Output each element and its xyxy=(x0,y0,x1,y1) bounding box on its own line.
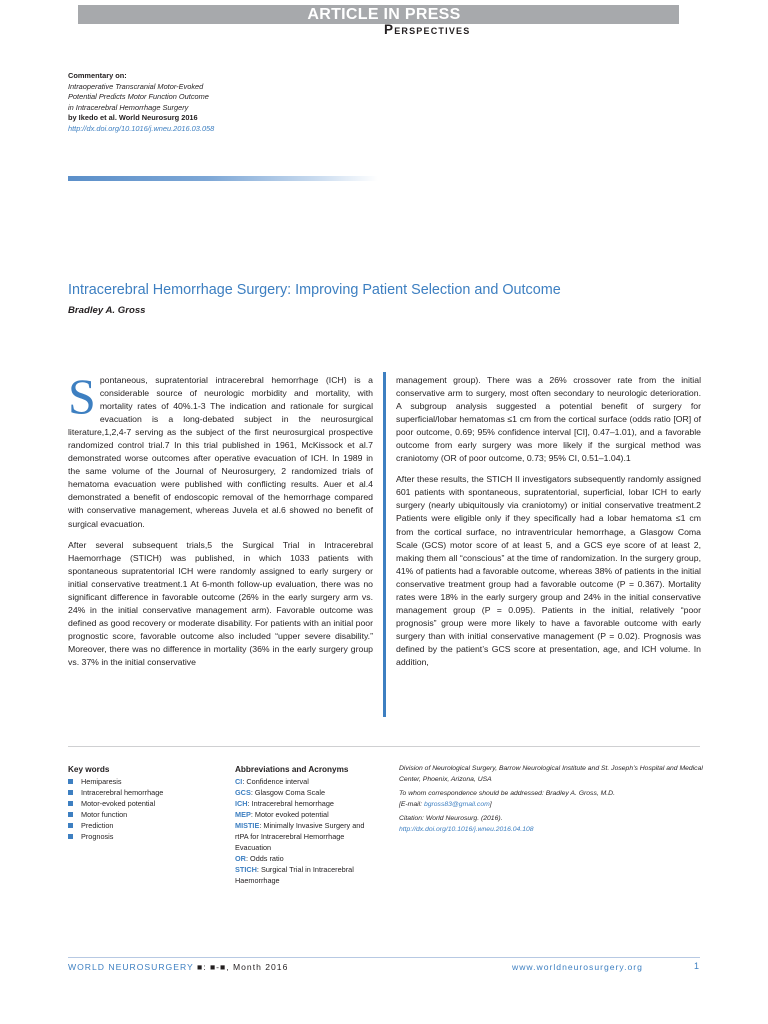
email-link[interactable]: bgross83@gmail.com xyxy=(423,800,490,808)
affiliation-citation xyxy=(399,814,709,835)
email-label: [E-mail: xyxy=(399,800,424,808)
commentary-heading: Commentary on: xyxy=(68,71,127,80)
keyword-text: Hemiparesis xyxy=(81,777,122,786)
footer-rule xyxy=(68,957,700,958)
abbreviation-value: Confidence interval xyxy=(246,777,309,786)
affiliation-correspondence xyxy=(399,789,709,810)
abbreviation-key: MISTIE xyxy=(235,821,260,830)
abbreviation-item: STICH: Surgical Trial in Intracerebral Haemorrhage xyxy=(235,865,354,885)
abbreviation-key: STICH xyxy=(235,865,257,874)
paragraph-text: pontaneous, supratentorial intracerebral hemorrhage (ICH) is a considerable source of neurologic morbidity and mortality, with mortality rates of 40%.1-3 The indication and rationale for surgical evacuation is a long-debated subject in the neurosurgical literature,1,2,4-7 serving as the subject of the first neurosurgical prospective randomized control trial.7 In this trial published in 1961, McKissock et al.7 demonstrated worse outcomes after operative evacuation of ICH. In 1989 in the same volume of the Journal of Neurosurgery, 2 randomized trials of hematoma evacuation were published with conflicting results. Auer et al.4 demonstrated a benefit of endoscopic removal of the hemorrhage compared with conservative management, whereas Juvela et al.6 showed no benefit of surgical evacuation. xyxy=(68,375,373,529)
keyword-text: Prognosis xyxy=(81,832,114,841)
keyword-text: Motor-evoked potential xyxy=(81,799,156,808)
correspondence-text: To whom correspondence should be addressed: Bradley A. Gross, M.D. xyxy=(399,790,615,798)
keyword-item xyxy=(68,798,218,809)
commentary-title-line: Intraoperative Transcranial Motor-Evoked xyxy=(68,81,204,91)
abbreviation-key: GCS xyxy=(235,788,251,797)
keywords-heading: Key words xyxy=(68,765,110,774)
abbreviation-value: Surgical Trial in Intracerebral Haemorrhage xyxy=(235,865,354,885)
keyword-text: Intracerebral hemorrhage xyxy=(81,788,164,797)
abbreviation-value: Glasgow Coma Scale xyxy=(254,788,326,797)
footer-issue: ■: ■-■, Month 2016 xyxy=(193,962,289,972)
keyword-text: Motor function xyxy=(81,810,128,819)
footer-journal xyxy=(68,962,288,972)
body-paragraph: management group). There was a 26% crossover rate from the initial conservative arm to surgery, most often secondary to neurologic deterioration. A subgroup analysis suggested a potential benefit of surgery for superficial/lobar hematomas ≤1 cm from the cortical surface (odds ratio [OR] of poor outcome, 0.69; 95% confidence interval [CI], 0.47–1.01), and a favorable outcome from early surgery was more likely if the surgical method was craniotomy (OR of poor outcome, 0.73; 95% CI, 0.51–1.04).1 xyxy=(396,375,701,464)
decorative-rule xyxy=(68,176,378,181)
abbreviation-item: ICH: Intracerebral hemorrhage xyxy=(235,799,334,808)
abbreviation-item: MISTIE: Minimally Invasive Surgery and rtPA for Intracerebral Hemorrhage Evacuation xyxy=(235,821,365,852)
column-divider xyxy=(383,372,386,717)
square-bullet-icon xyxy=(68,834,73,839)
abbreviation-item: MEP: Motor evoked potential xyxy=(235,810,329,819)
commentary-block xyxy=(68,71,328,135)
keyword-item xyxy=(68,787,218,798)
keyword-item xyxy=(68,831,218,842)
abbreviation-item: OR: Odds ratio xyxy=(235,854,284,863)
abbreviation-key: CI xyxy=(235,777,243,786)
body-paragraph xyxy=(68,368,373,531)
page-number: 1 xyxy=(694,961,700,971)
square-bullet-icon xyxy=(68,790,73,795)
keywords-box xyxy=(68,764,218,842)
keyword-text: Prediction xyxy=(81,821,114,830)
footer-journal-name: WORLD NEUROSURGERY xyxy=(68,962,194,972)
article-in-press-label: ARTICLE IN PRESS xyxy=(307,6,461,23)
footer-url-link[interactable]: www.worldneurosurgery.org xyxy=(512,962,643,972)
body-column-left xyxy=(68,368,373,677)
citation-doi-link[interactable]: http://dx.doi.org/10.1016/j.wneu.2016.04.108 xyxy=(399,825,534,833)
abbreviation-key: MEP xyxy=(235,810,251,819)
body-paragraph: After several subsequent trials,5 the Surgical Trial in Intracerebral Haemorrhage (STICH) was published, in which 1033 patients with spontaneous supratentorial ICH were randomly assigned to early surgery or initial conservative treatment.1 At 6-month follow-up evaluation, there was no significant difference in favorable outcome (26% in the early surgery arm vs. 24% in the initial conservative management arm). Favorable outcome was defined as good recovery or moderate disability. For patients with an initial poor prognostic score, favorable outcome also included “upper severe disability.” Moreover, there was no difference in mortality (36% in the early surgery group vs. 37% in the initial conservative xyxy=(68,539,373,667)
section-label: Perspectives xyxy=(384,22,471,37)
abbreviation-value: Intracerebral hemorrhage xyxy=(251,799,334,808)
section-separator xyxy=(68,746,700,747)
abbreviation-value: Odds ratio xyxy=(250,854,284,863)
affiliation-box xyxy=(399,764,709,840)
commentary-byline: by Ikedo et al. World Neurosurg 2016 xyxy=(68,113,198,123)
abbreviation-key: OR xyxy=(235,854,246,863)
keyword-item xyxy=(68,820,218,831)
abbreviation-value: Minimally Invasive Surgery and rtPA for Intracerebral Hemorrhage Evacuation xyxy=(235,821,365,852)
commentary-title-line: in Intracerebral Hemorrhage Surgery xyxy=(68,102,189,112)
square-bullet-icon xyxy=(68,779,73,784)
abbreviations-box xyxy=(235,764,375,886)
email-close: ] xyxy=(489,800,492,808)
abbreviations-heading: Abbreviations and Acronyms xyxy=(235,765,349,774)
abbreviation-item: CI: Confidence interval xyxy=(235,777,309,786)
article-author: Bradley A. Gross xyxy=(68,305,146,316)
square-bullet-icon xyxy=(68,801,73,806)
abbreviation-key: ICH xyxy=(235,799,248,808)
abbreviation-value: Motor evoked potential xyxy=(254,810,329,819)
keyword-item xyxy=(68,776,218,787)
keyword-item xyxy=(68,809,218,820)
commentary-title-line: Potential Predicts Motor Function Outcome xyxy=(68,92,209,102)
article-title: Intracerebral Hemorrhage Surgery: Improving Patient Selection and Outcome xyxy=(68,282,561,298)
square-bullet-icon xyxy=(68,812,73,817)
body-paragraph: After these results, the STICH II investigators subsequently randomly assigned 601 patients with spontaneous, supratentorial, superficial, lobar ICH to early surgery (nearly ubiquitously via craniotomy) or initial conservative treatment.2 Patients were eligible only if they specifically had a lobar hematoma ≤1 cm from the cortical surface, no intraventricular hemorrhage, a Glasgow Coma Scale (GCS) motor score of at least 5, and a GCS eye score of at least 2, making them all “conscious” at the time of randomization. In the surgery group, 41% of patients had a favorable outcome, whereas 38% of patients in the initial conservative treatment group had a favorable outcome (P = 0.367). Mortality rates were 18% in the early surgery group and 24% in the initial conservative management group (P = 0.095). Patients in the initial, relatively “poor prognosis” group were more likely to have a favorable outcome with early surgery than with initial conservative management (P = 0.02). Prognosis was defined by the patient’s GCS score at presentation, age, and ICH volume. In addition, xyxy=(396,474,701,667)
citation-text: Citation: World Neurosurg. (2016). xyxy=(399,815,503,823)
square-bullet-icon xyxy=(68,823,73,828)
affiliation-division: Division of Neurological Surgery, Barrow Neurological Institute and St. Joseph’s Hospital and Medical Center, Phoenix, Arizona, USA xyxy=(399,765,703,783)
body-column-right xyxy=(396,374,701,677)
commentary-doi-link[interactable]: http://dx.doi.org/10.1016/j.wneu.2016.03.058 xyxy=(68,123,215,133)
drop-cap: S xyxy=(68,368,96,424)
abbreviation-item: GCS: Glasgow Coma Scale xyxy=(235,788,326,797)
